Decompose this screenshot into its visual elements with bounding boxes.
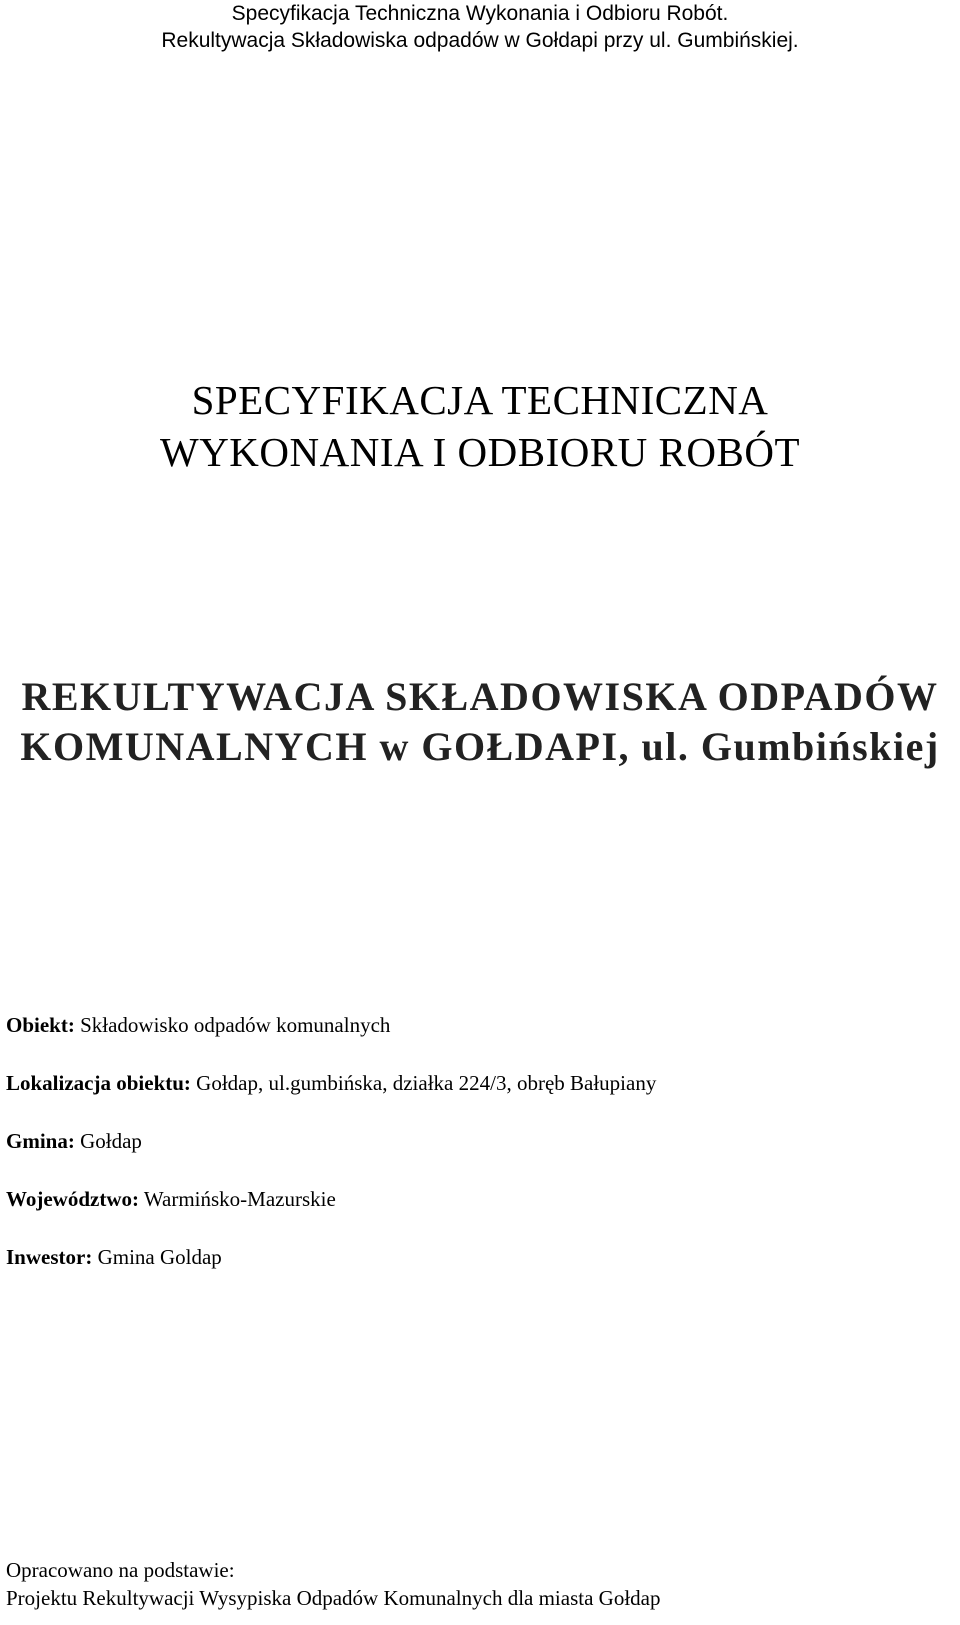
- info-row-inwestor: [6, 1244, 656, 1302]
- info-label-gmina: Gmina:: [6, 1129, 75, 1153]
- footer-source: [6, 1556, 661, 1612]
- footer-line-2: Projektu Rekultywacji Wysypiska Odpadów Komunalnych dla miasta Gołdap: [6, 1586, 661, 1610]
- info-row-gmina: [6, 1128, 656, 1186]
- project-info: [6, 1012, 656, 1302]
- running-header: [0, 0, 960, 54]
- footer-line-1: Opracowano na podstawie:: [6, 1558, 235, 1582]
- document-title: [0, 374, 960, 478]
- project-title-line-1: REKULTYWACJA SKŁADOWISKA ODPADÓW: [21, 674, 939, 719]
- info-label-lokalizacja: Lokalizacja obiektu:: [6, 1071, 191, 1095]
- running-header-line-1: Specyfikacja Techniczna Wykonania i Odbioru Robót.: [231, 2, 729, 25]
- info-value-inwestor: Gmina Goldap: [97, 1245, 222, 1269]
- info-row-obiekt: [6, 1012, 656, 1070]
- info-label-inwestor: Inwestor:: [6, 1245, 93, 1269]
- info-row-lokalizacja: [6, 1070, 656, 1128]
- info-label-obiekt: Obiekt:: [6, 1013, 75, 1037]
- info-value-lokalizacja: Gołdap, ul.gumbińska, działka 224/3, obręb Bałupiany: [196, 1071, 657, 1095]
- info-value-obiekt: Składowisko odpadów komunalnych: [80, 1013, 391, 1037]
- document-title-line-2: WYKONANIA I ODBIORU ROBÓT: [160, 429, 800, 475]
- info-value-wojewodztwo: Warmińsko-Mazurskie: [143, 1187, 336, 1211]
- info-value-gmina: Gołdap: [80, 1129, 142, 1153]
- info-row-wojewodztwo: [6, 1186, 656, 1244]
- project-title-line-2: KOMUNALNYCH w GOŁDAPI, ul. Gumbińskiej: [20, 724, 940, 769]
- document-title-line-1: SPECYFIKACJA TECHNICZNA: [191, 377, 769, 423]
- project-title: [0, 672, 960, 772]
- info-label-wojewodztwo: Województwo:: [6, 1187, 139, 1211]
- running-header-line-2: Rekultywacja Składowiska odpadów w Gołdapi przy ul. Gumbińskiej.: [161, 29, 799, 52]
